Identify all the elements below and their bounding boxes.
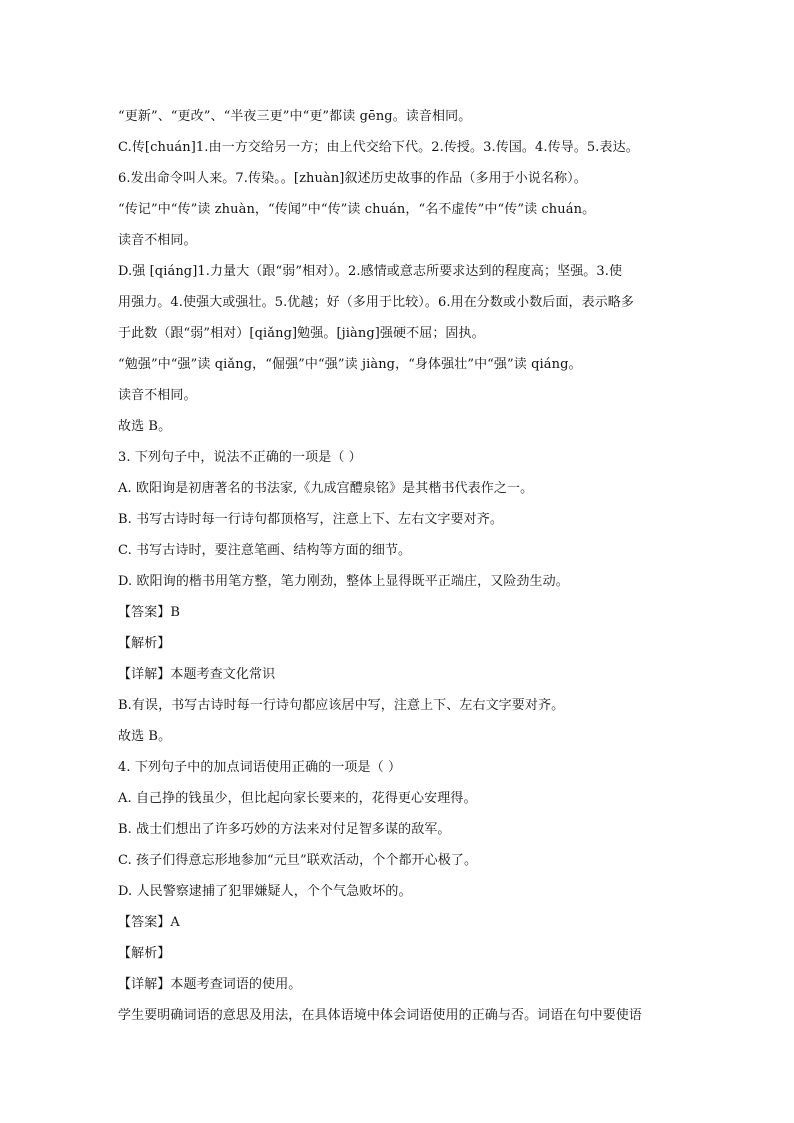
text-line: 故选 B。 [118,729,172,744]
question-3-stem: 3. 下列句子中，说法不正确的一项是（ ） [118,450,362,465]
answer-label: 【答案】A [118,915,180,930]
analysis-label: 【解析】 [118,946,171,961]
detail-label: 【详解】本题考查词语的使用。 [118,977,302,992]
text-line: 读音不相同。 [118,233,197,248]
document-body [118,101,678,1031]
option-b: B. 书写古诗时每一行诗句都顶格写，注意上下、左右文字要对齐。 [118,512,503,527]
option-d: D. 欧阳询的楷书用笔方整，笔力刚劲，整体上显得既平正端庄，又险劲生动。 [118,574,569,589]
text-line: 故选 B。 [118,419,172,434]
option-d: D. 人民警察逮捕了犯罪嫌疑人，个个气急败坏的。 [118,884,412,899]
option-b: B. 战士们想出了许多巧妙的方法来对付足智多谋的敌军。 [118,822,451,837]
text-line: “传记”中“传”读 zhuàn，“传闻”中“传”读 chuán，“名不虚传”中“传”读 chuán。 [118,202,596,217]
text-line: 读音不相同。 [118,388,197,403]
text-line: “更新”、“更改”、“半夜三更”中“更”都读 gēng。读音相同。 [118,109,472,124]
option-a: A. 欧阳询是初唐著名的书法家,《九成宫醴泉铭》是其楷书代表作之一。 [118,481,534,496]
option-c: C. 孩子们得意忘形地参加“元旦”联欢活动，个个都开心极了。 [118,853,478,868]
text-line: C.传[chuán]1.由一方交给另一方；由上代交给下代。2.传授。3.传国。4.传导。5.表达。 [118,140,639,155]
text-line: D.强 [qiáng]1.力量大（跟“弱”相对）。2.感情或意志所要求达到的程度高；坚强。3.使 [118,264,623,279]
text-line: “勉强”中“强”读 qiǎng，“倔强”中“强”读 jiàng，“身体强壮”中“强”读 qiáng。 [118,357,582,372]
detail-label: 【详解】本题考查文化常识 [118,667,276,682]
text-line: 用强力。4.使强大或强壮。5.优越；好（多用于比较）。6.用在分数或小数后面，表示略多 [118,295,635,310]
text-line: 6.发出命令叫人来。7.传染。。[zhuàn]叙述历史故事的作品（多用于小说名称）。 [118,171,587,186]
text-line: 于此数（跟“弱”相对）[qiǎng]勉强。[jiàng]强硬不屈；固执。 [118,326,485,341]
question-4-stem: 4. 下列句子中的加点词语使用正确的一项是（ ） [118,760,402,775]
option-a: A. 自己挣的钱虽少，但比起向家长要来的，花得更心安理得。 [118,791,477,806]
option-c: C. 书写古诗时，要注意笔画、结构等方面的细节。 [118,543,412,558]
text-line: 学生要明确词语的意思及用法，在具体语境中体会词语使用的正确与否。词语在句中要使语 [118,1008,643,1023]
analysis-label: 【解析】 [118,636,171,651]
answer-label: 【答案】B [118,605,181,620]
text-line: B.有误，书写古诗时每一行诗句都应该居中写，注意上下、左右文字要对齐。 [118,698,565,713]
